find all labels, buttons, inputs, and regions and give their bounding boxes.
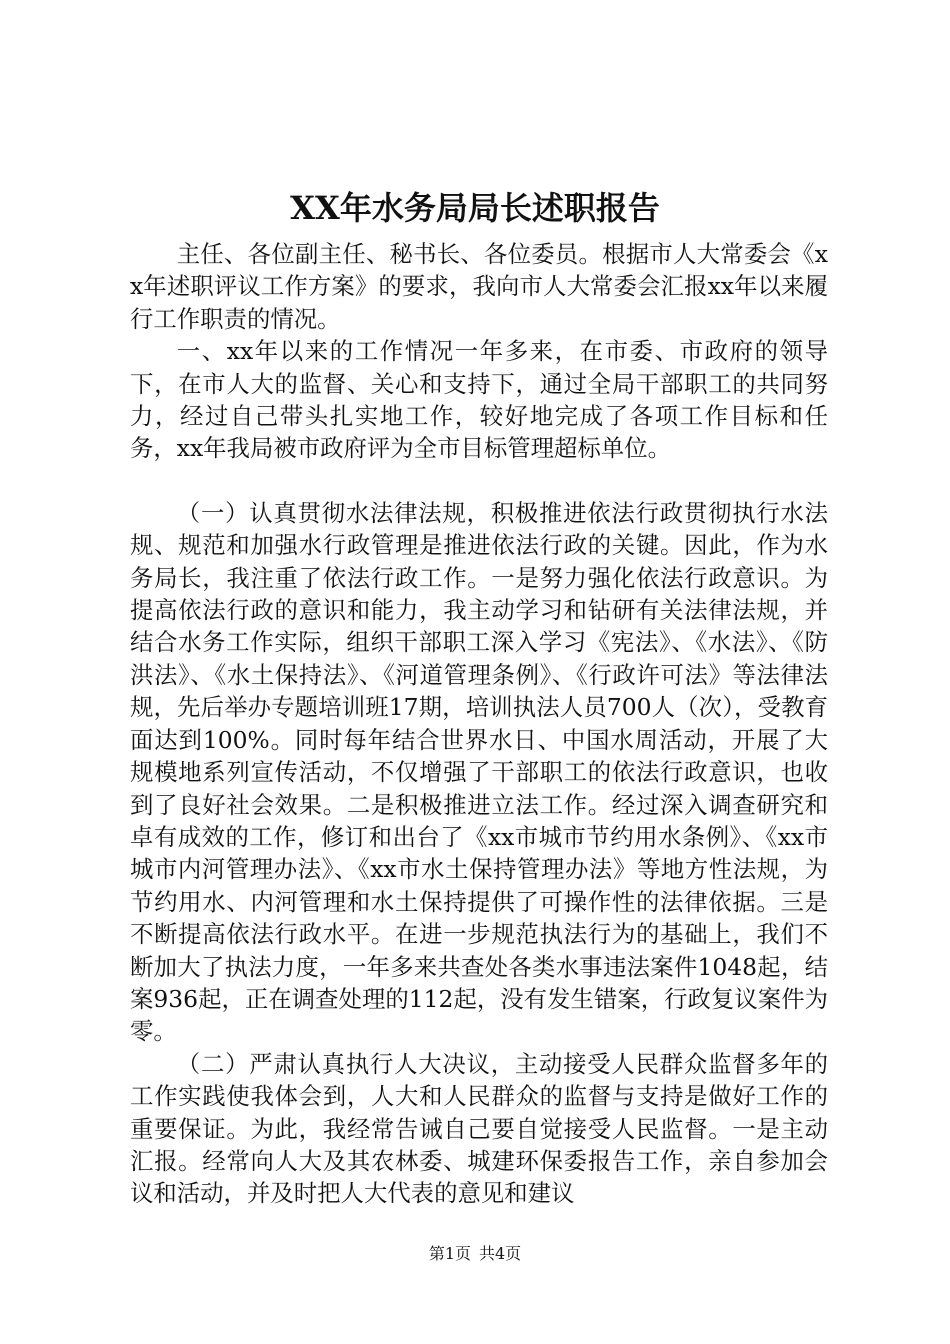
- document-title: XX年水务局局长述职报告: [290, 189, 660, 227]
- page-footer: [0, 1242, 950, 1266]
- paragraph-intro: 主任、各位副主任、秘书长、各位委员。根据市人大常委会《xx年述职评议工作方案》的要求，我向市人大常委会汇报xx年以来履行工作职责的情况。: [130, 240, 828, 333]
- paragraph-subsection-1: （一）认真贯彻水法律法规，积极推进依法行政贯彻执行水法规、规范和加强水行政管理是推进依法行政的关键。因此，作为水务局长，我注重了依法行政工作。一是努力强化依法行政意识。为提高依法行政的意识和能力，我主动学习和钻研有关法律法规，并结合水务工作实际，组织干部职工深入学习《宪法》、《水法》、《防洪法》、《水土保持法》、《河道管理条例》、《行政许可法》等法律法规，先后举办专题培训班17期，培训执法人员700人（次），受教育面达到100%。同时每年结合世界水日、中国水周活动，开展了大规模地系列宣传活动，不仅增强了干部职工的依法行政意识，也收到了良好社会效果。二是积极推进立法工作。经过深入调查研究和卓有成效的工作，修订和出台了《xx市城市节约用水条例》、《xx市城市内河管理办法》、《xx市水土保持管理办法》等地方性法规，为节约用水、内河管理和水土保持提供了可操作性的法律依据。三是不断提高依法行政水平。在进一步规范执法行为的基础上，我们不断加大了执法力度，一年多来共查处各类水事违法案件1048起，结案936起，正在调查处理的112起，没有发生错案，行政复议案件为零。: [130, 498, 828, 1046]
- paragraph-subsection-2: （二）严肃认真执行人大决议，主动接受人民群众监督多年的工作实践使我体会到，人大和人民群众的监督与支持是做好工作的重要保证。为此，我经常告诫自己要自觉接受人民监督。一是主动汇报。经常向人大及其农林委、城建环保委报告工作，亲自参加会议和活动，并及时把人大代表的意见和建议: [130, 1049, 828, 1208]
- page-total: 共4页: [479, 1244, 522, 1263]
- page-number: 第1页: [428, 1244, 471, 1263]
- paragraph-gap: [130, 465, 828, 497]
- document-body: [130, 238, 828, 1210]
- paragraph-section-1: 一、xx年以来的工作情况一年多来，在市委、市政府的领导下，在市人大的监督、关心和支持下，通过全局干部职工的共同努力，经过自己带头扎实地工作，较好地完成了各项工作目标和任务，xx年我局被市政府评为全市目标管理超标单位。: [130, 337, 828, 463]
